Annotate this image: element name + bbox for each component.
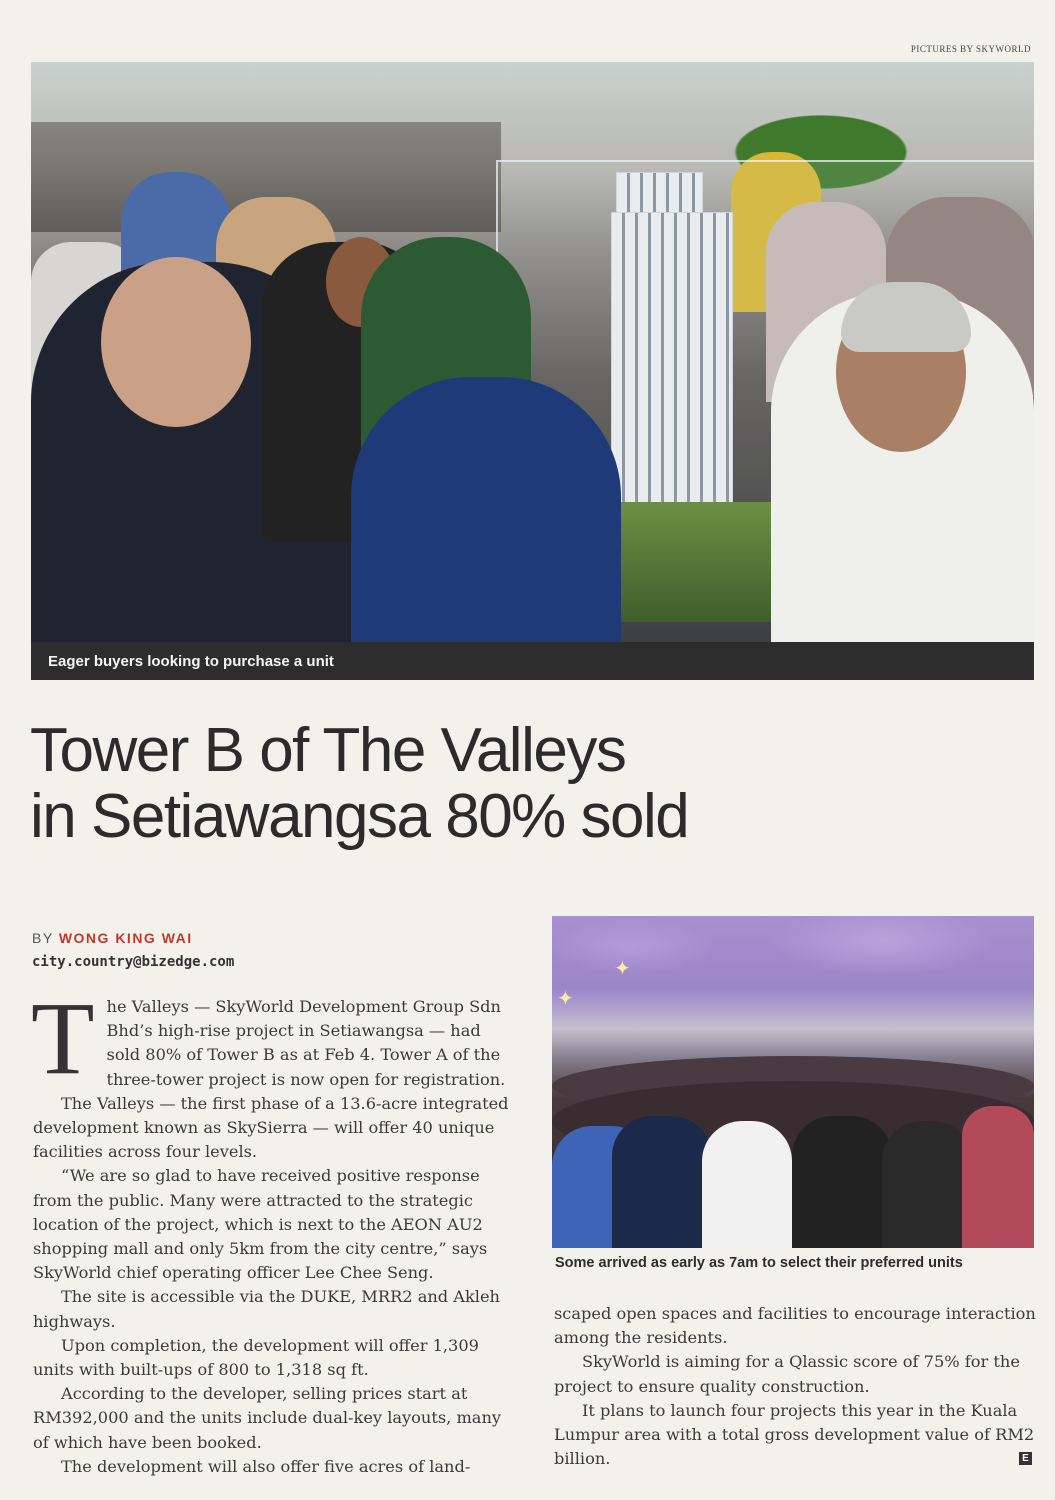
author-name: WONG KING WAI <box>58 930 193 946</box>
hero-photo <box>31 62 1034 642</box>
audience-photo <box>552 916 1034 1248</box>
paragraph: he Valleys — SkyWorld Development Group Sdn Bhd’s high-rise project in Setiawangsa — had sold 80% of Tower B as at Feb 4. Tower A of the three-tower project is now open for registration. <box>106 997 506 1089</box>
paragraph: The development will also offer five acres of land- <box>61 1456 471 1476</box>
headline-line-1: Tower B of The Valleys <box>30 716 626 785</box>
paragraph: Upon completion, the development will offer 1,309 units with built-ups of 800 to 1,318 sq ft. <box>33 1335 479 1380</box>
hero-caption: Eager buyers looking to purchase a unit <box>31 642 1034 680</box>
end-mark-icon: E <box>1019 1452 1032 1465</box>
chandelier-icon: ✦ <box>614 956 631 980</box>
headline-line-2: in Setiawangsa 80% sold <box>30 782 689 851</box>
paragraph: SkyWorld is aiming for a Qlassic score of 75% for the project to ensure quality construction. <box>554 1352 1020 1396</box>
article-column-1 <box>31 981 517 1479</box>
photo-credit: PICTURES BY SKYWORLD <box>910 44 1031 54</box>
paragraph: scaped open spaces and facilities to encourage interaction among the residents. <box>554 1304 1036 1348</box>
author-email[interactable]: city.country@bizedge.com <box>32 954 235 970</box>
paragraph: According to the developer, selling prices start at RM392,000 and the units include dual-key layouts, many of which have been booked. <box>33 1384 502 1452</box>
drop-cap: T <box>31 981 95 1096</box>
article-column-2 <box>554 1302 1038 1471</box>
chandelier-icon: ✦ <box>557 986 574 1010</box>
paragraph: “We are so glad to have received positive response from the public. Many were attracted to the strategic location of the project, which is next to the AEON AU2 shopping mall and only 5km from the city centre,” says SkyWorld chief operating officer Lee Chee Seng. <box>33 1166 488 1283</box>
paragraph: It plans to launch four projects this year in the Kuala Lumpur area with a total gross development value of RM2 billion. <box>554 1400 1035 1469</box>
headline <box>30 718 1010 850</box>
audience-photo-caption: Some arrived as early as 7am to select their preferred units <box>555 1255 963 1271</box>
paragraph: The site is accessible via the DUKE, MRR2 and Akleh highways. <box>33 1287 500 1331</box>
byline-prefix: BY <box>32 930 54 946</box>
paragraph: The Valleys — the first phase of a 13.6-acre integrated development known as SkySierra — will offer 40 unique facilities across four levels. <box>33 1093 509 1162</box>
byline <box>32 930 193 946</box>
